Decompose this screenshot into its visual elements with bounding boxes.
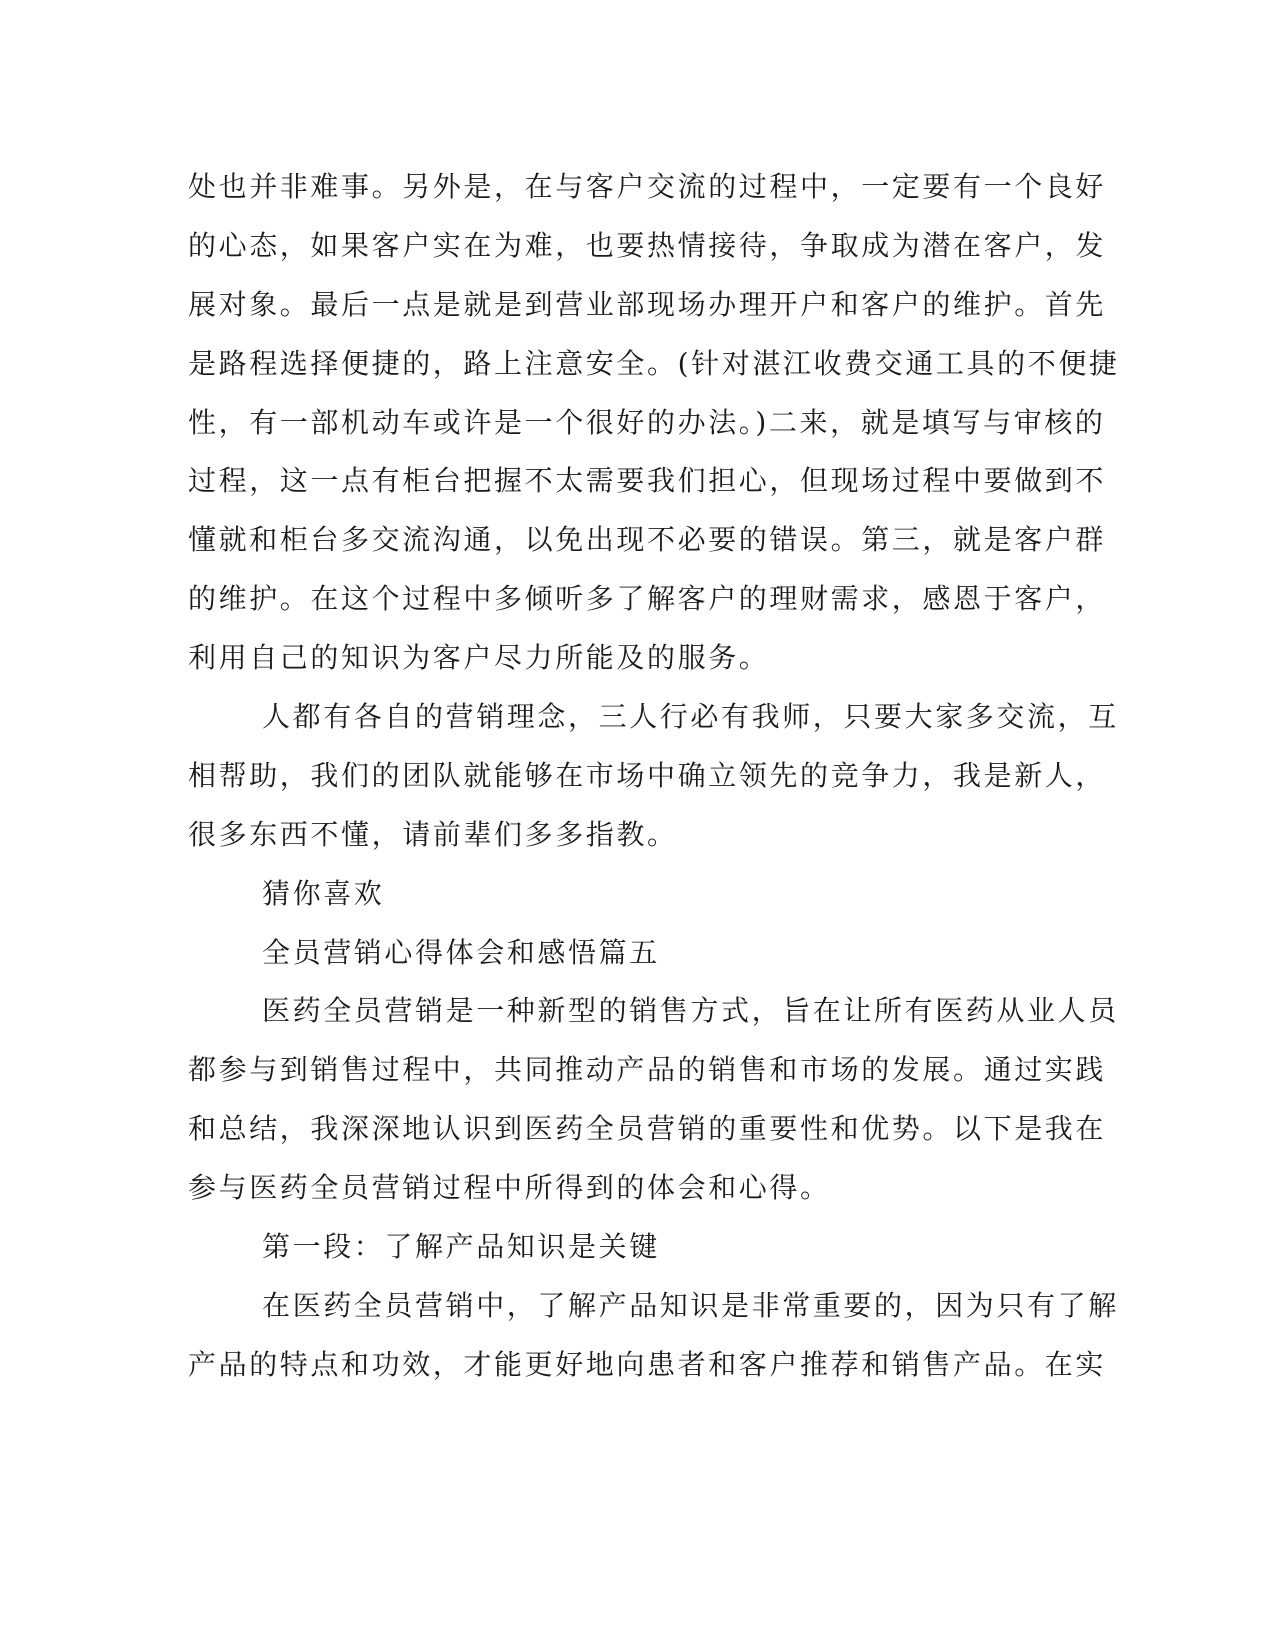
paragraph-start-line: 在医药全员营销中，了解产品知识是非常重要的，因为只有了解 [262, 1288, 1119, 1322]
section-label: 猜你喜欢 [262, 876, 385, 910]
text-line: 和总结，我深深地认识到医药全员营销的重要性和优势。以下是我在 [188, 1112, 1107, 1146]
text-line: 很多东西不懂，请前辈们多多指教。 [188, 817, 678, 851]
document-body [188, 158, 1120, 1395]
text-line: 产品的特点和功效，才能更好地向患者和客户推荐和销售产品。在实 [188, 1347, 1107, 1381]
text-line: 展对象。最后一点是就是到营业部现场办理开户和客户的维护。首先 [188, 287, 1107, 321]
text-line: 参与医药全员营销过程中所得到的体会和心得。 [188, 1171, 831, 1205]
text-line: 都参与到销售过程中，共同推动产品的销售和市场的发展。通过实践 [188, 1053, 1107, 1087]
subsection-heading: 第一段：了解产品知识是关键 [262, 1230, 660, 1264]
text-line: 过程，这一点有柜台把握不太需要我们担心，但现场过程中要做到不 [188, 464, 1107, 498]
text-line: 利用自己的知识为客户尽力所能及的服务。 [188, 641, 770, 675]
section-title: 全员营销心得体会和感悟篇五 [262, 935, 660, 969]
paragraph-start-line: 人都有各自的营销理念，三人行必有我师，只要大家多交流，互 [262, 700, 1119, 734]
paragraph-start-line: 医药全员营销是一种新型的销售方式，旨在让所有医药从业人员 [262, 994, 1119, 1028]
text-line: 的维护。在这个过程中多倾听多了解客户的理财需求，感恩于客户， [188, 582, 1107, 616]
text-line: 处也并非难事。另外是，在与客户交流的过程中，一定要有一个良好 [188, 170, 1107, 203]
text-line: 相帮助，我们的团队就能够在市场中确立领先的竞争力，我是新人， [188, 758, 1107, 792]
text-line: 的心态，如果客户实在为难，也要热情接待，争取成为潜在客户，发 [188, 228, 1107, 262]
text-line: 懂就和柜台多交流沟通，以免出现不必要的错误。第三，就是客户群 [188, 523, 1107, 557]
text-line: 是路程选择便捷的，路上注意安全。(针对湛江收费交通工具的不便捷 [188, 346, 1120, 380]
text-line: 性，有一部机动车或许是一个很好的办法。)二来，就是填写与审核的 [188, 405, 1106, 439]
